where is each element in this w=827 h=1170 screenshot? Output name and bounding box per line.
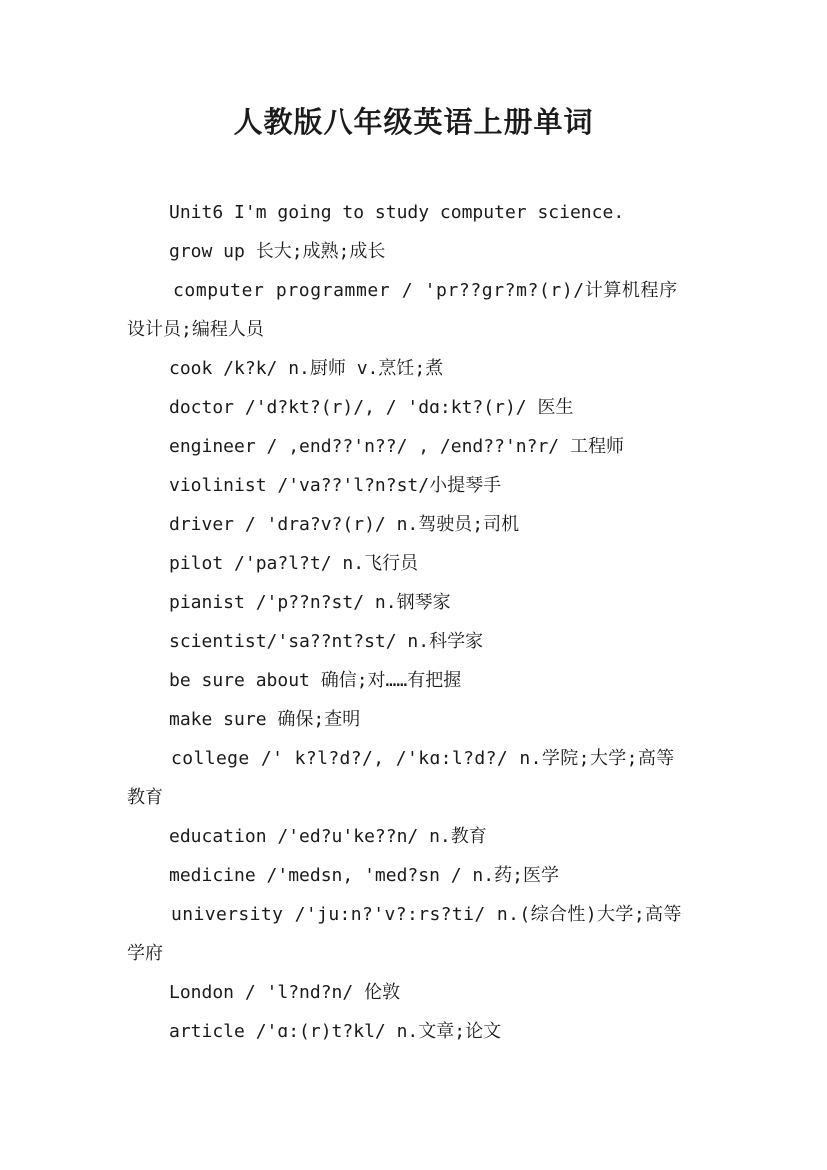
- vocab-entry: education /'ed?u'ke??n/ n.教育: [169, 826, 487, 847]
- vocab-entry: computer programmer / 'pr??gr?m?(r)/计算机程序: [173, 280, 678, 301]
- document-title: 人教版八年级英语上册单词: [233, 105, 594, 139]
- vocab-entry: driver / 'dra?v?(r)/ n.驾驶员;司机: [169, 514, 520, 535]
- vocab-entry: cook /k?k/ n.厨师 v.烹饪;煮: [169, 358, 444, 379]
- vocab-entry: London / 'l?nd?n/ 伦敦: [169, 982, 401, 1003]
- unit-heading: Unit6 I'm going to study computer science.: [169, 202, 625, 223]
- vocabulary-list: [127, 193, 705, 1051]
- vocab-entry: violinist /'va??'l?n?st/小提琴手: [169, 475, 502, 496]
- vocab-entry: pianist /'p??n?st/ n.钢琴家: [169, 592, 451, 613]
- vocab-entry: doctor /'d?kt?(r)/, / 'dɑ:kt?(r)/ 医生: [169, 397, 574, 418]
- vocab-entry-continuation: 学府: [127, 943, 163, 964]
- vocab-entry: medicine /'medsn, 'med?sn / n.药;医学: [169, 865, 559, 886]
- vocab-entry: college /' k?l?d?/, /'kɑ:l?d?/ n.学院;大学;高等: [171, 748, 675, 769]
- vocab-entry: be sure about 确信;对……有把握: [169, 670, 462, 691]
- vocab-entry: pilot /'pa?l?t/ n.飞行员: [169, 553, 419, 574]
- vocab-entry: scientist/'sa??nt?st/ n.科学家: [169, 631, 484, 652]
- vocab-entry: grow up 长大;成熟;成长: [169, 241, 386, 262]
- vocab-entry: make sure 确保;查明: [169, 709, 361, 730]
- vocab-entry-continuation: 设计员;编程人员: [127, 319, 264, 340]
- vocab-entry: article /'ɑ:(r)t?kl/ n.文章;论文: [169, 1021, 502, 1042]
- vocab-entry: university /'ju:n?'v?:rs?ti/ n.(综合性)大学;高等: [171, 904, 682, 925]
- vocab-entry-continuation: 教育: [127, 787, 163, 808]
- vocab-entry: engineer / ,end??'n??/ , /end??'n?r/ 工程师: [169, 436, 624, 457]
